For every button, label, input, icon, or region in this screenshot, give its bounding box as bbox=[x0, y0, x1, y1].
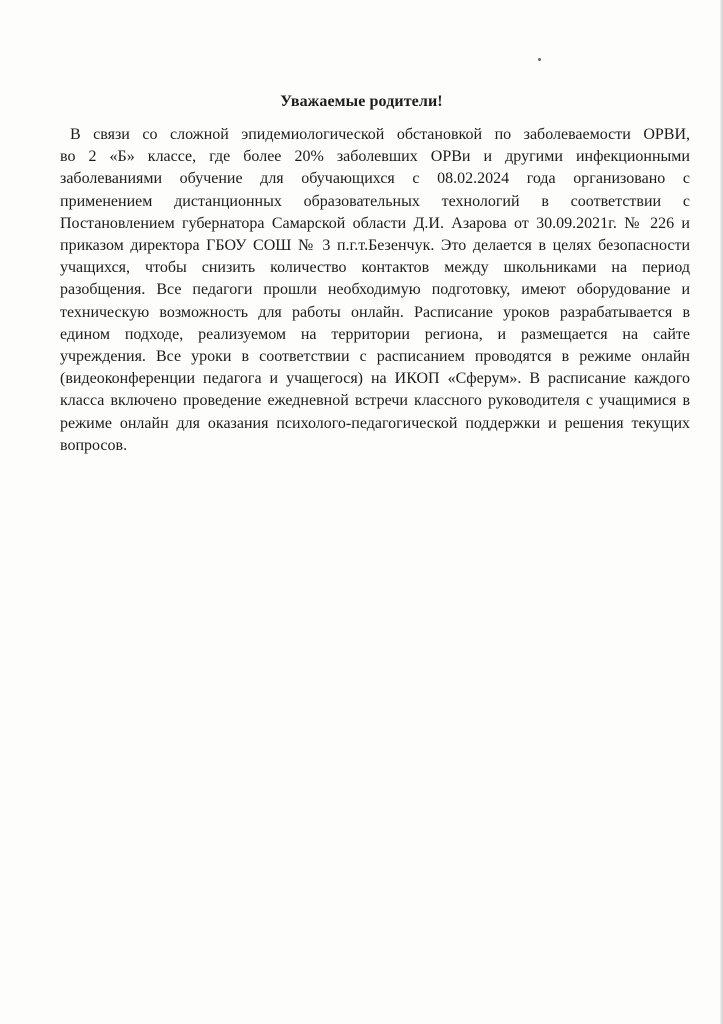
body-line: заболеваниями обучение для обучающихся с 08.02.2024 года организовано с bbox=[60, 170, 690, 188]
body-line: техническую возможность для работы онлайн. Расписание уроков разрабатывается в bbox=[60, 303, 690, 321]
body-line: применением дистанционных образовательных технологий в соответствии с bbox=[60, 192, 690, 210]
body-line: во 2 «Б» классе, где более 20% заболевших ОРВи и другими инфекционными bbox=[60, 148, 690, 166]
body-line: Постановлением губернатора Самарской области Д.И. Азарова от 30.09.2021г. № 226 и bbox=[60, 214, 690, 232]
body-line: учреждения. Все уроки в соответствии с расписанием проводятся в режиме онлайн bbox=[60, 348, 690, 366]
body-line: разобщения. Все педагоги прошли необходимую подготовку, имеют оборудование и bbox=[60, 281, 690, 299]
body-line: В связи со сложной эпидемиологической обстановкой по заболеваемости ОРВИ, bbox=[70, 126, 690, 143]
scan-speck bbox=[538, 58, 541, 61]
body-line: класса включено проведение ежедневной встречи классного руководителя с учащимися в bbox=[60, 392, 690, 410]
body-line: учащихся, чтобы снизить количество контактов между школьниками на период bbox=[60, 259, 690, 277]
document-title: Уважаемые родители! bbox=[280, 93, 443, 110]
body-line: приказом директора ГБОУ СОШ № 3 п.г.т.Безенчук. Это делается в целях безопасности bbox=[60, 237, 690, 255]
body-line-last: вопросов. bbox=[60, 436, 128, 454]
body-line: режиме онлайн для оказания психолого-педагогической поддержки и решения текущих bbox=[60, 414, 690, 432]
body-line: (видеоконференции педагога и учащегося) на ИКОП «Сферум». В расписание каждого bbox=[60, 370, 690, 388]
document-body bbox=[60, 124, 690, 457]
body-line: едином подходе, реализуемом на территории региона, и размещается на сайте bbox=[60, 325, 690, 343]
